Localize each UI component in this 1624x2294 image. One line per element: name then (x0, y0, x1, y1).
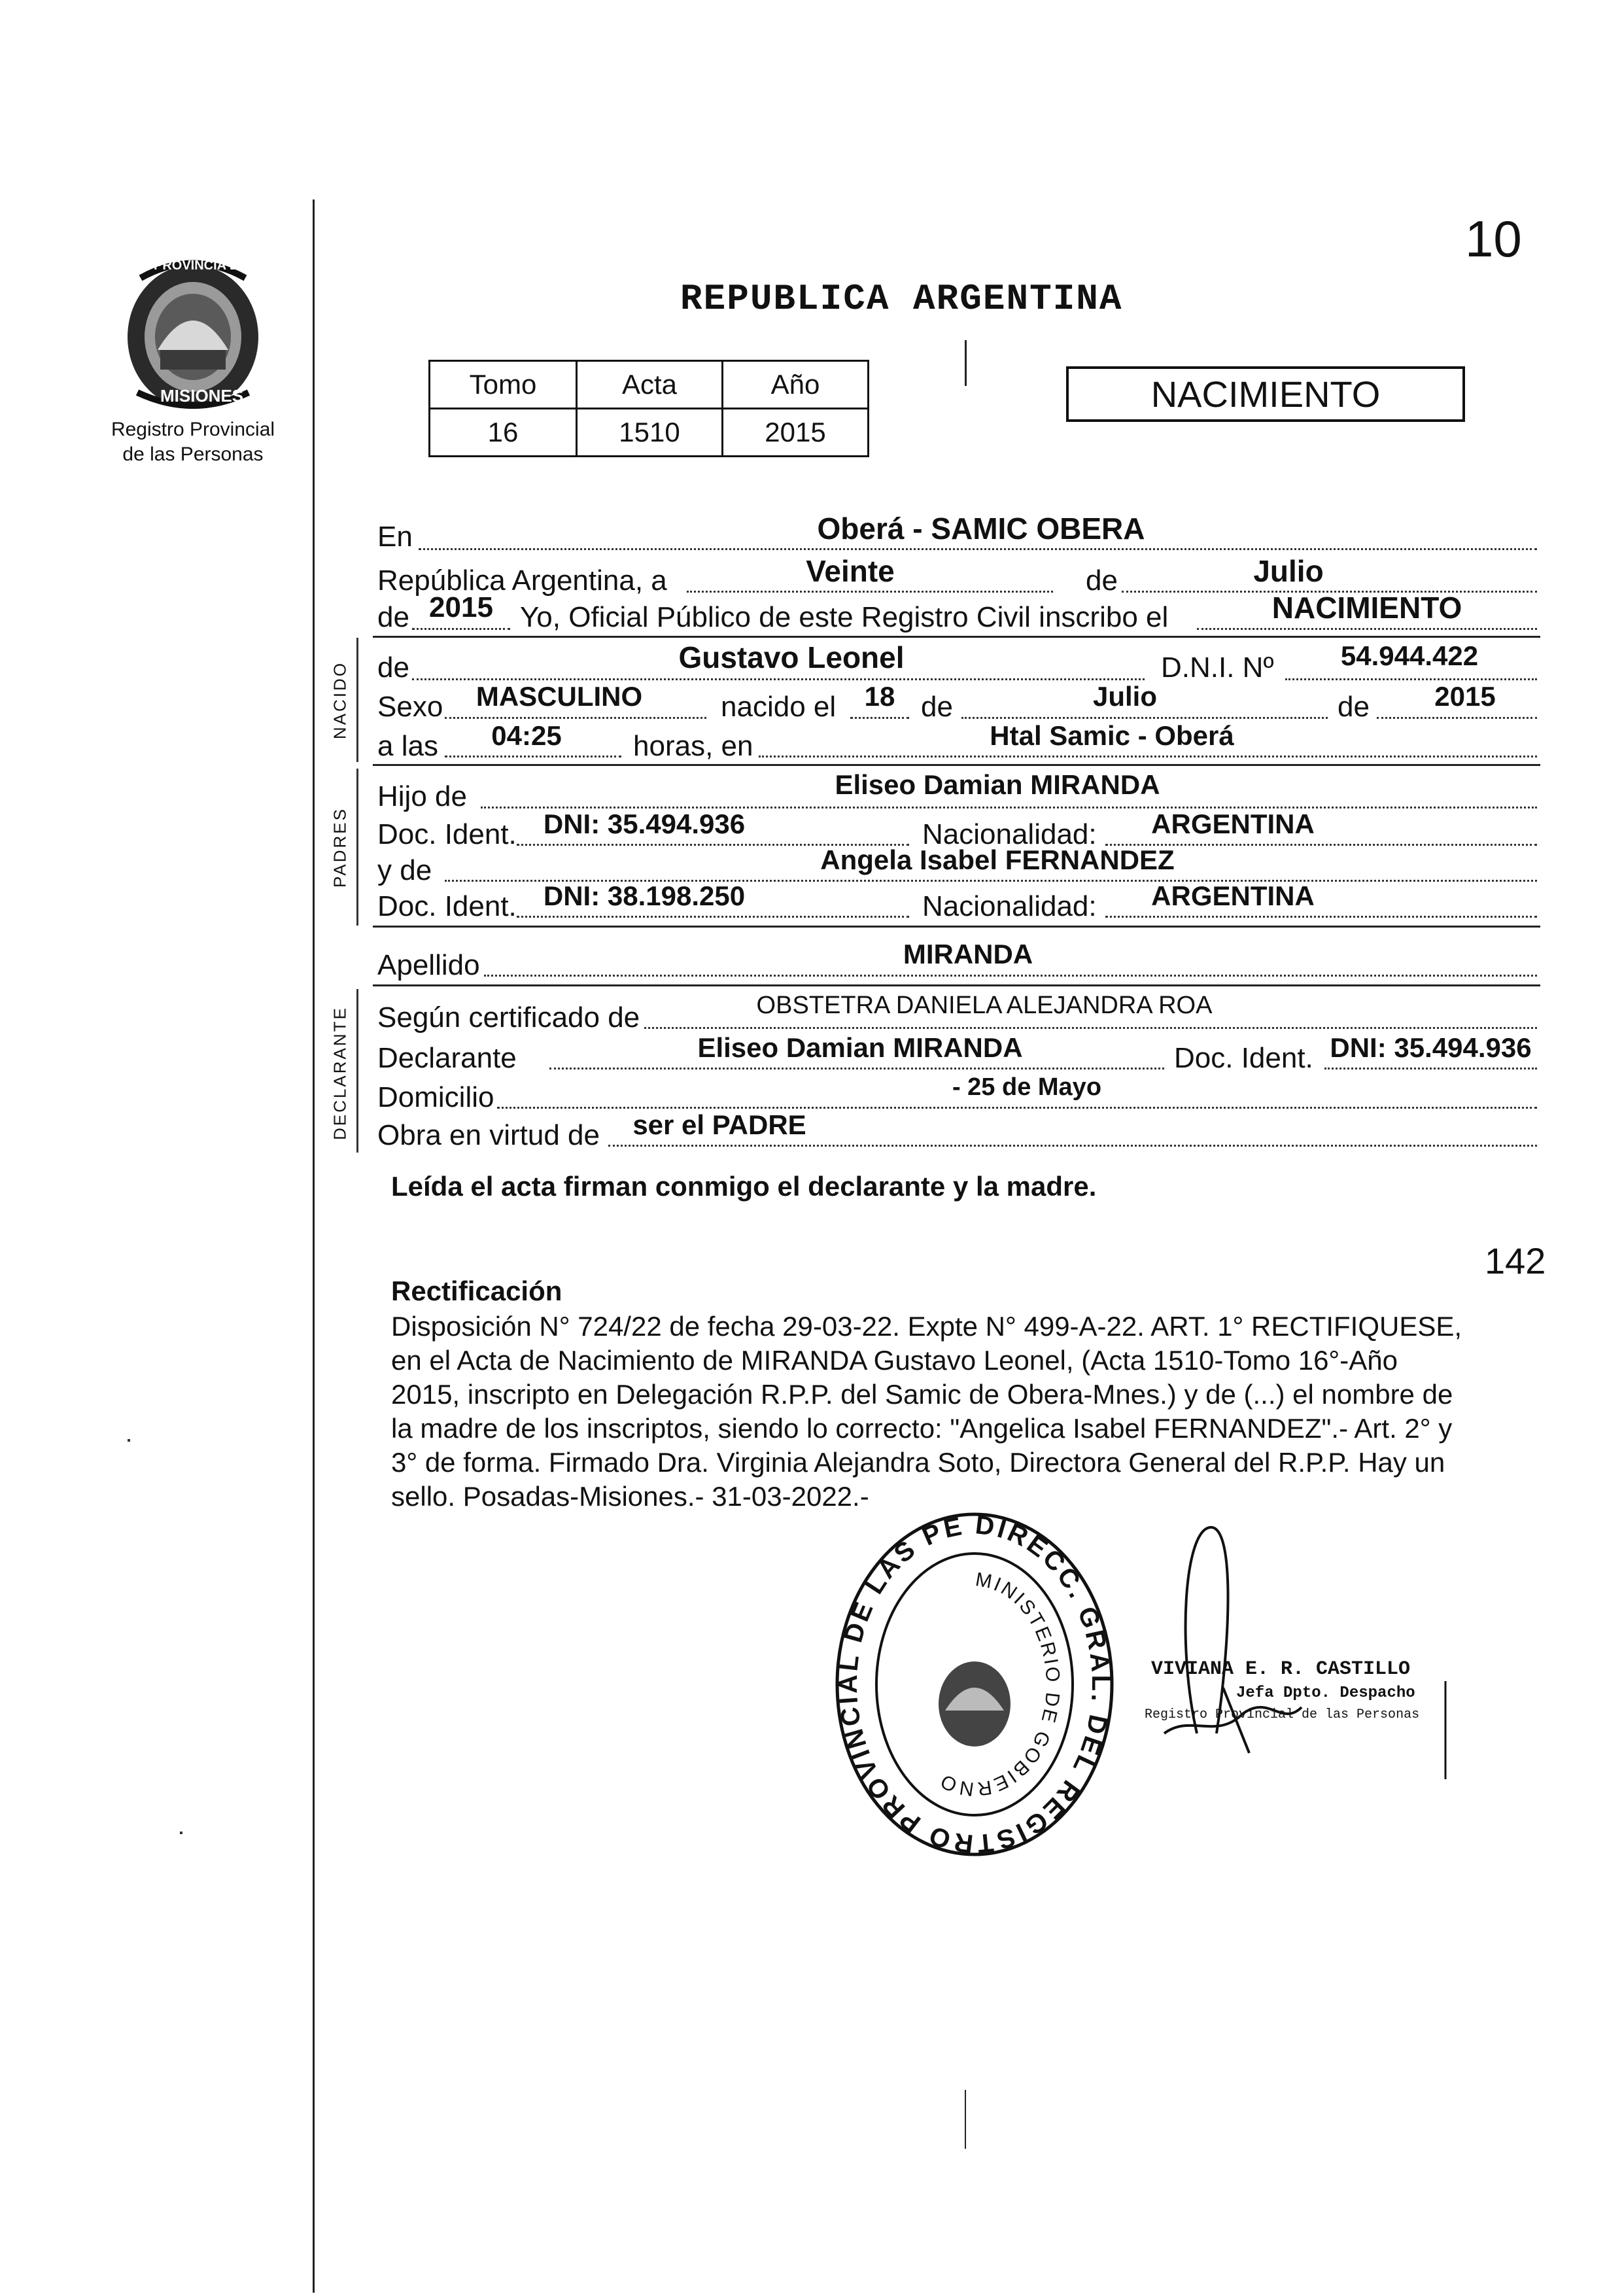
label-de-mes-nac: de (921, 691, 953, 723)
value-lugar: Oberá - SAMIC OBERA (817, 512, 1145, 546)
record-table (428, 360, 869, 457)
dots-dia-nac (850, 717, 909, 719)
label-y-de: y de (377, 854, 432, 886)
value-anio-nac: 2015 (1434, 681, 1496, 712)
value-mes: Julio (1253, 554, 1324, 588)
label-hijo-de: Hijo de (377, 780, 467, 812)
dots-mes-nac (961, 717, 1328, 719)
signature-office: Registro Provincial de las Personas (1145, 1707, 1420, 1722)
label-en: En (377, 521, 413, 553)
value-declarante: Eliseo Damian MIRANDA (697, 1032, 1023, 1063)
rectificacion-line-3: 2015, inscripto en Delegación R.P.P. del Samic de Obera-Mnes.) y de (...) el nombre de (391, 1379, 1453, 1410)
acta-value: 1510 (577, 409, 723, 457)
label-obra: Obra en virtud de (377, 1119, 600, 1151)
scan-dot-1 (128, 1439, 130, 1442)
seal-outer-text: DIRECC. GRAL. DEL REGISTRO PROVINCIAL DE LAS PE (833, 1510, 1115, 1858)
seal-inner-text: MINISTERIO DE GOBIERNO (935, 1569, 1064, 1800)
label-dni: D.N.I. Nº (1161, 652, 1274, 684)
signature-name: VIVIANA E. R. CASTILLO (1151, 1658, 1411, 1680)
signature-block (1138, 1518, 1478, 1805)
value-dia-nac: 18 (864, 681, 895, 712)
dots-certificado (644, 1027, 1537, 1029)
side-label-nacido: NACIDO (330, 661, 350, 740)
dots-apellido (484, 975, 1537, 977)
label-domicilio: Domicilio (377, 1081, 494, 1113)
value-certificado: OBSTETRA DANIELA ALEJANDRA ROA (756, 992, 1213, 1019)
divider-4 (373, 984, 1540, 986)
dots-acto (1197, 628, 1537, 630)
tomo-label: Tomo (430, 361, 577, 409)
rectificacion-line-6: sello. Posadas-Misiones.- 31-03-2022.- (391, 1481, 869, 1512)
label-doc-ident-2: Doc. Ident. (377, 890, 517, 922)
logo-text-top: PROVINCIA DE (154, 258, 248, 273)
value-mes-nac: Julio (1092, 681, 1157, 712)
dots-madre-doc (517, 916, 909, 918)
label-sexo: Sexo (377, 691, 443, 723)
official-seal (831, 1508, 1118, 1861)
value-declarante-doc: DNI: 35.494.936 (1330, 1032, 1532, 1063)
anio-label: Año (723, 361, 869, 409)
left-margin-rule (313, 200, 315, 2293)
value-padre-nac: ARGENTINA (1151, 808, 1315, 839)
logo-text-bottom: MISIONES (160, 386, 244, 406)
label-doc-ident: Doc. Ident. (377, 818, 517, 850)
dots-obra (608, 1145, 1537, 1147)
value-acto: NACIMIENTO (1271, 591, 1462, 625)
rectificacion-line-5: 3° de forma. Firmado Dra. Virginia Alejandra Soto, Directora General del R.P.P. Hay un (391, 1447, 1445, 1478)
padres-bar (356, 769, 358, 926)
certificate-type: NACIMIENTO (1150, 374, 1381, 415)
side-label-declarante: DECLARANTE (330, 1006, 350, 1140)
dots-lugar-nac (759, 756, 1537, 757)
dots-anio (412, 628, 510, 630)
rectificacion-body (391, 1310, 1562, 1514)
dots-madre-nac (1105, 916, 1537, 918)
nacido-bar (356, 638, 358, 762)
label-de-anio-nac: de (1338, 691, 1370, 723)
seal-stamp-icon (831, 1508, 1118, 1861)
value-anio: 2015 (429, 591, 493, 623)
scan-mark-1 (965, 2090, 966, 2149)
label-horas: horas, en (633, 730, 753, 762)
document-title: REPUBLICA ARGENTINA (680, 278, 1123, 320)
anio-value: 2015 (723, 409, 869, 457)
label-de-nombre: de (377, 652, 409, 684)
value-nombre: Gustavo Leonel (678, 640, 905, 674)
value-obra: ser el PADRE (632, 1109, 806, 1140)
value-madre: Angela Isabel FERNANDEZ (820, 844, 1175, 875)
label-a-las: a las (377, 730, 438, 762)
label-nacionalidad-2: Nacionalidad: (922, 890, 1097, 922)
label-de-anio: de (377, 601, 409, 633)
label-nacido-el: nacido el (721, 691, 837, 723)
logo-caption-1: Registro Provincial (111, 419, 275, 440)
label-doc-ident-3: Doc. Ident. (1174, 1042, 1313, 1074)
declarante-bar (356, 989, 358, 1153)
closing-statement: Leída el acta firman conmigo el declarante y la madre. (391, 1171, 1097, 1202)
value-lugar-nac: Htal Samic - Oberá (990, 720, 1234, 751)
divider-1 (373, 636, 1540, 638)
rectificacion-line-4: la madre de los inscriptos, siendo lo correcto: "Angelica Isabel FERNANDEZ".- Art. 2° y (391, 1413, 1453, 1444)
value-apellido: MIRANDA (903, 939, 1033, 969)
value-domicilio: - 25 de Mayo (952, 1073, 1102, 1101)
value-padre: Eliseo Damian MIRANDA (835, 769, 1160, 800)
label-apellido: Apellido (377, 949, 480, 981)
dots-hora (445, 756, 621, 757)
province-logo (114, 252, 271, 415)
dots-dia (687, 591, 1053, 593)
rectificacion-number: 142 (1485, 1240, 1546, 1281)
dots-lugar (419, 548, 1537, 550)
label-de-mes: de (1086, 565, 1118, 597)
value-sexo: MASCULINO (475, 681, 643, 712)
side-label-padres: PADRES (330, 807, 350, 888)
dots-declarante-doc (1324, 1068, 1537, 1069)
label-nacionalidad: Nacionalidad: (922, 818, 1097, 850)
value-dia: Veinte (806, 554, 895, 588)
rectificacion-line-2: en el Acta de Nacimiento de MIRANDA Gustavo Leonel, (Acta 1510-Tomo 16°-Año (391, 1345, 1398, 1376)
value-hora: 04:25 (491, 720, 562, 751)
divider-3 (373, 926, 1540, 928)
label-declarante: Declarante (377, 1042, 517, 1074)
rectificacion-title: Rectificación (391, 1276, 562, 1306)
label-oficial: Yo, Oficial Público de este Registro Civil inscribo el (520, 601, 1169, 633)
center-mark (965, 340, 967, 386)
dots-anio-nac (1377, 717, 1537, 719)
value-madre-nac: ARGENTINA (1151, 880, 1315, 911)
signature-title: Jefa Dpto. Despacho (1236, 1684, 1415, 1702)
divider-2 (373, 764, 1540, 766)
label-republica: República Argentina, a (377, 565, 667, 597)
scan-dot-2 (180, 1832, 182, 1834)
certificate-type-box (1066, 366, 1465, 422)
rectificacion-line-1: Disposición N° 724/22 de fecha 29-03-22. Expte N° 499-A-22. ART. 1° RECTIFIQUESE, (391, 1311, 1462, 1342)
logo-caption-2: de las Personas (122, 443, 264, 465)
page-number: 10 (1465, 210, 1522, 268)
value-padre-doc: DNI: 35.494.936 (543, 808, 746, 839)
acta-label: Acta (577, 361, 723, 409)
value-dni: 54.944.422 (1340, 640, 1479, 671)
value-madre-doc: DNI: 38.198.250 (543, 880, 746, 911)
dots-declarante (549, 1068, 1164, 1069)
dots-sexo (445, 717, 706, 719)
tomo-value: 16 (430, 409, 577, 457)
label-segun: Según certificado de (377, 1001, 640, 1034)
